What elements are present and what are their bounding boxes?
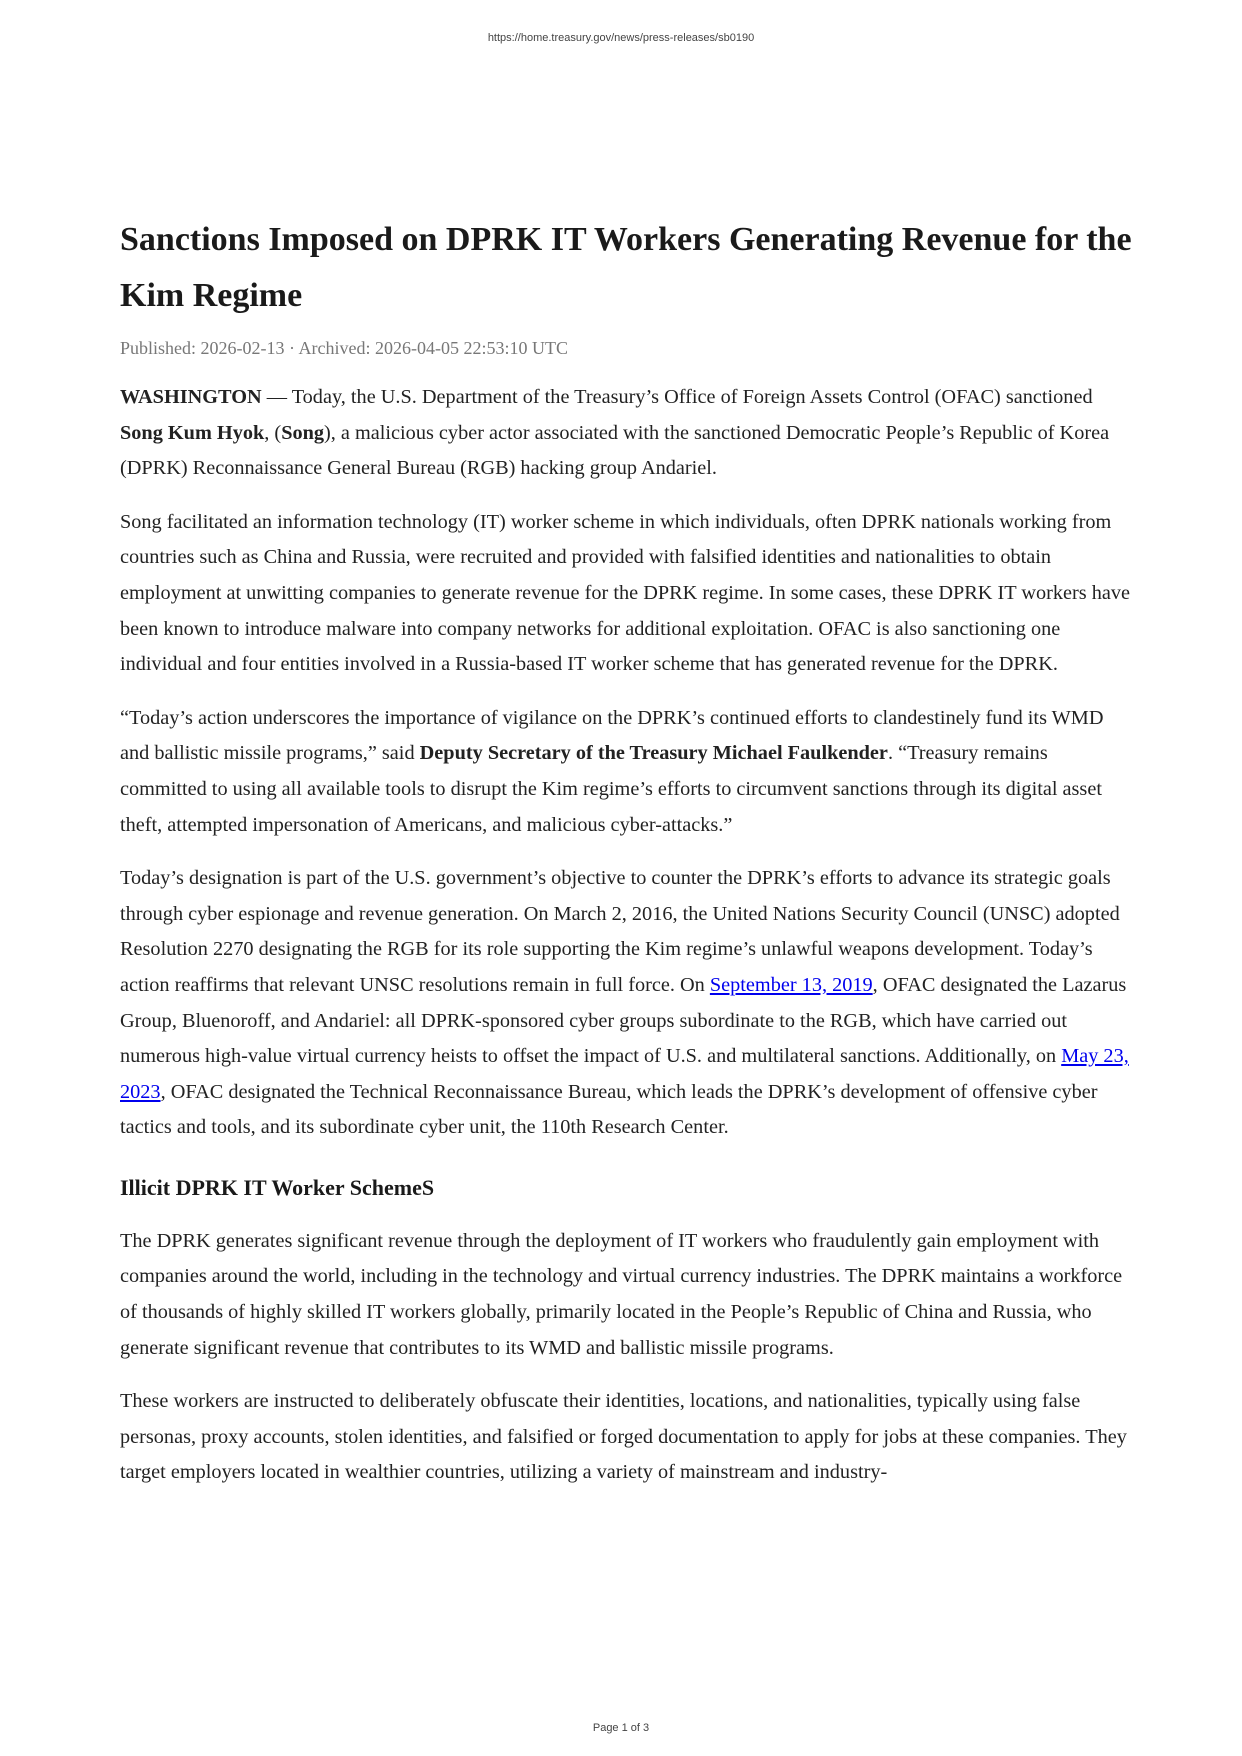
paragraph-quote	[120, 701, 1132, 843]
section-heading: Illicit DPRK IT Worker SchemeS	[120, 1174, 435, 1200]
paragraph-obfuscation: These workers are instructed to deliberately obfuscate their identities, locations, and nationalities, typically using false personas, proxy accounts, stolen identities, and falsified or forged documentation to apply for jobs at these companies. They target employers located in wealthier countries, utilizing a variety of mainstream and industry-	[120, 1390, 1127, 1484]
link-2023-designation[interactable]: May 23, 2023	[120, 1045, 1129, 1103]
article-title: Sanctions Imposed on DPRK IT Workers Generating Revenue for the Kim Regime	[120, 221, 1132, 314]
text: Today’s designation is part of the U.S. government’s objective to counter the DPRK’s efforts to advance its strategic goals through cyber espionage and revenue generation. On March 2, 2016, the United Nations Security Council (UNSC) adopted Resolution 2270 designating the RGB for its role supporting the Kim regime’s unlawful weapons development. Today’s action reaffirms that relevant UNSC resolutions remain in full force. On	[120, 867, 1120, 996]
page-number: Page 1 of 3	[592, 1722, 650, 1734]
text: . “Treasury remains committed to using all available tools to disrupt the Kim regime’s efforts to circumvent sanctions through its digital asset theft, attempted impersonation of Americans, and malicious cyber-attacks.”	[120, 742, 1102, 836]
article	[120, 212, 1132, 1491]
dateline: WASHINGTON	[120, 386, 262, 408]
text: , (	[264, 421, 282, 444]
text: , OFAC designated the Lazarus Group, Bluenoroff, and Andariel: all DPRK-sponsored cyber groups subordinate to the RGB, which have carried out numerous high-value virtual currency heists to offset the impact of U.S. and multilateral sanctions. Additionally, on	[120, 973, 1127, 1068]
short-name: Song	[281, 421, 325, 444]
text: ), a malicious cyber actor associated with the sanctioned Democratic People’s Republic of Korea (DPRK) Reconnaissance General Bureau (RGB) hacking group Andariel.	[120, 421, 1110, 480]
sanctioned-name: Song Kum Hyok	[120, 421, 265, 444]
paragraph-revenue: The DPRK generates significant revenue through the deployment of IT workers who fraudulently gain employment with companies around the world, including in the technology and virtual currency industries. The DPRK maintains a workforce of thousands of highly skilled IT workers globally, primarily located in the People’s Republic of China and Russia, who generate significant revenue that contributes to its WMD and ballistic missile programs.	[120, 1229, 1123, 1359]
link-2019-designation[interactable]: September 13, 2019	[709, 973, 873, 996]
article-meta: Published: 2026-02-13 · Archived: 2026-04-05 22:53:10 UTC	[120, 338, 568, 358]
text: — Today, the U.S. Department of the Treasury’s Office of Foreign Assets Control (OFAC) sanctioned	[261, 386, 1093, 408]
text: “Today’s action underscores the importance of vigilance on the DPRK’s continued efforts to clandestinely fund its WMD and ballistic missile programs,” said	[120, 706, 1104, 765]
paragraph-context	[120, 861, 1132, 1146]
speaker: Deputy Secretary of the Treasury Michael Faulkender	[419, 742, 888, 765]
paragraph-intro	[120, 380, 1132, 487]
page-url: https://home.treasury.gov/news/press-releases/sb0190	[487, 32, 755, 44]
text: , OFAC designated the Technical Reconnaissance Bureau, which leads the DPRK’s development of offensive cyber tactics and tools, and its subordinate cyber unit, the 110th Research Center.	[120, 1080, 1098, 1139]
paragraph-scheme: Song facilitated an information technology (IT) worker scheme in which individuals, often DPRK nationals working from countries such as China and Russia, were recruited and provided with falsified identities and nationalities to obtain employment at unwitting companies to generate revenue for the DPRK regime. In some cases, these DPRK IT workers have been known to introduce malware into company networks for additional exploitation. OFAC is also sanctioning one individual and four entities involved in a Russia-based IT worker scheme that has generated revenue for the DPRK.	[120, 510, 1131, 676]
